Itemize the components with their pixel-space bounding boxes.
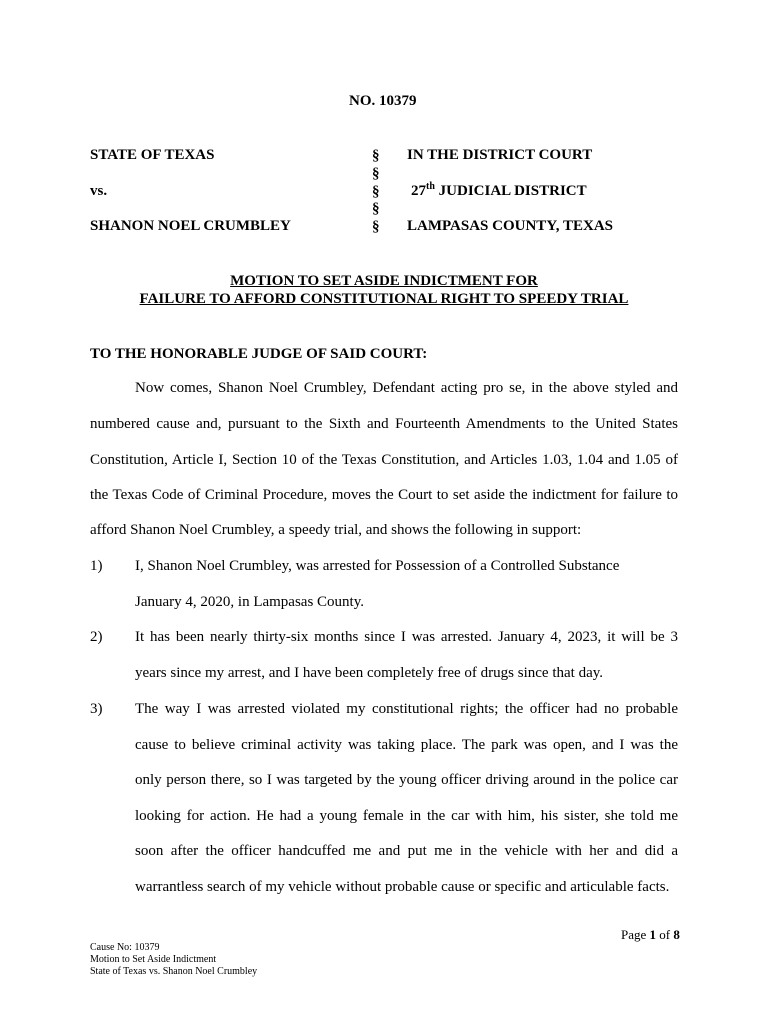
intro-line: Constitution, Article I, Section 10 of the Texas Constitution, and Articles 1.03, 1.04 and 1.05 of xyxy=(90,452,678,468)
intro-line: the Texas Code of Criminal Procedure, moves the Court to set aside the indictment for failure to xyxy=(90,487,678,503)
item-line: soon after the officer handcuffed me and put me in the vehicle with her and did a xyxy=(135,843,678,859)
item-number: 1) xyxy=(90,558,103,574)
section-symbol: § xyxy=(372,166,380,182)
page-indicator xyxy=(621,927,680,943)
page-middle: of xyxy=(656,927,674,942)
item-line: It has been nearly thirty-six months since I was arrested. January 4, 2023, it will be 3 xyxy=(135,629,678,645)
caption-court: IN THE DISTRICT COURT xyxy=(407,147,593,163)
intro-line: numbered cause and, pursuant to the Sixth and Fourteenth Amendments to the United States xyxy=(90,416,678,432)
item-line: warrantless search of my vehicle without probable cause or specific and articulable facts. xyxy=(135,879,670,895)
page-total: 8 xyxy=(673,927,680,942)
district-label: JUDICIAL DISTRICT xyxy=(434,183,587,199)
item-line: only person there, so I was targeted by the young officer driving around in the police car xyxy=(135,772,678,788)
motion-title-line1: MOTION TO SET ASIDE INDICTMENT FOR xyxy=(230,273,538,289)
footer-motion-name: Motion to Set Aside Indictment xyxy=(90,954,217,965)
caption-district xyxy=(411,183,587,200)
item-number: 3) xyxy=(90,701,103,717)
section-symbol: § xyxy=(372,148,380,164)
salutation: TO THE HONORABLE JUDGE OF SAID COURT: xyxy=(90,346,428,362)
page-current: 1 xyxy=(649,927,657,942)
footer-case-style: State of Texas vs. Shanon Noel Crumbley xyxy=(90,966,258,977)
intro-line: Now comes, Shanon Noel Crumbley, Defendant acting pro se, in the above styled and xyxy=(135,380,678,396)
item-line: I, Shanon Noel Crumbley, was arrested for Possession of a Controlled Substance xyxy=(135,558,620,574)
motion-title-line2: FAILURE TO AFFORD CONSTITUTIONAL RIGHT TO SPEEDY TRIAL xyxy=(139,291,629,307)
item-line: looking for action. He had a young female in the car with him, his sister, she told me xyxy=(135,808,678,824)
footer-cause-number: Cause No: 10379 xyxy=(90,942,160,953)
caption-plaintiff: STATE OF TEXAS xyxy=(90,147,215,163)
item-line: cause to believe criminal activity was taking place. The park was open, and I was the xyxy=(135,737,678,753)
section-symbol: § xyxy=(372,184,380,200)
item-line: January 4, 2020, in Lampasas County. xyxy=(135,594,364,610)
page-prefix: Page xyxy=(621,927,650,942)
section-symbol: § xyxy=(372,201,380,217)
item-line: years since my arrest, and I have been completely free of drugs since that day. xyxy=(135,665,604,681)
caption-versus: vs. xyxy=(90,183,108,199)
item-number: 2) xyxy=(90,629,103,645)
caption-defendant: SHANON NOEL CRUMBLEY xyxy=(90,218,291,234)
section-symbol: § xyxy=(372,219,380,235)
caption-county: LAMPASAS COUNTY, TEXAS xyxy=(407,218,614,234)
item-line: The way I was arrested violated my constitutional rights; the officer had no probable xyxy=(135,701,678,717)
district-number: 27 xyxy=(411,183,426,199)
case-number: NO. 10379 xyxy=(349,93,417,109)
intro-line: afford Shanon Noel Crumbley, a speedy trial, and shows the following in support: xyxy=(90,522,582,538)
district-suffix: th xyxy=(426,181,435,192)
